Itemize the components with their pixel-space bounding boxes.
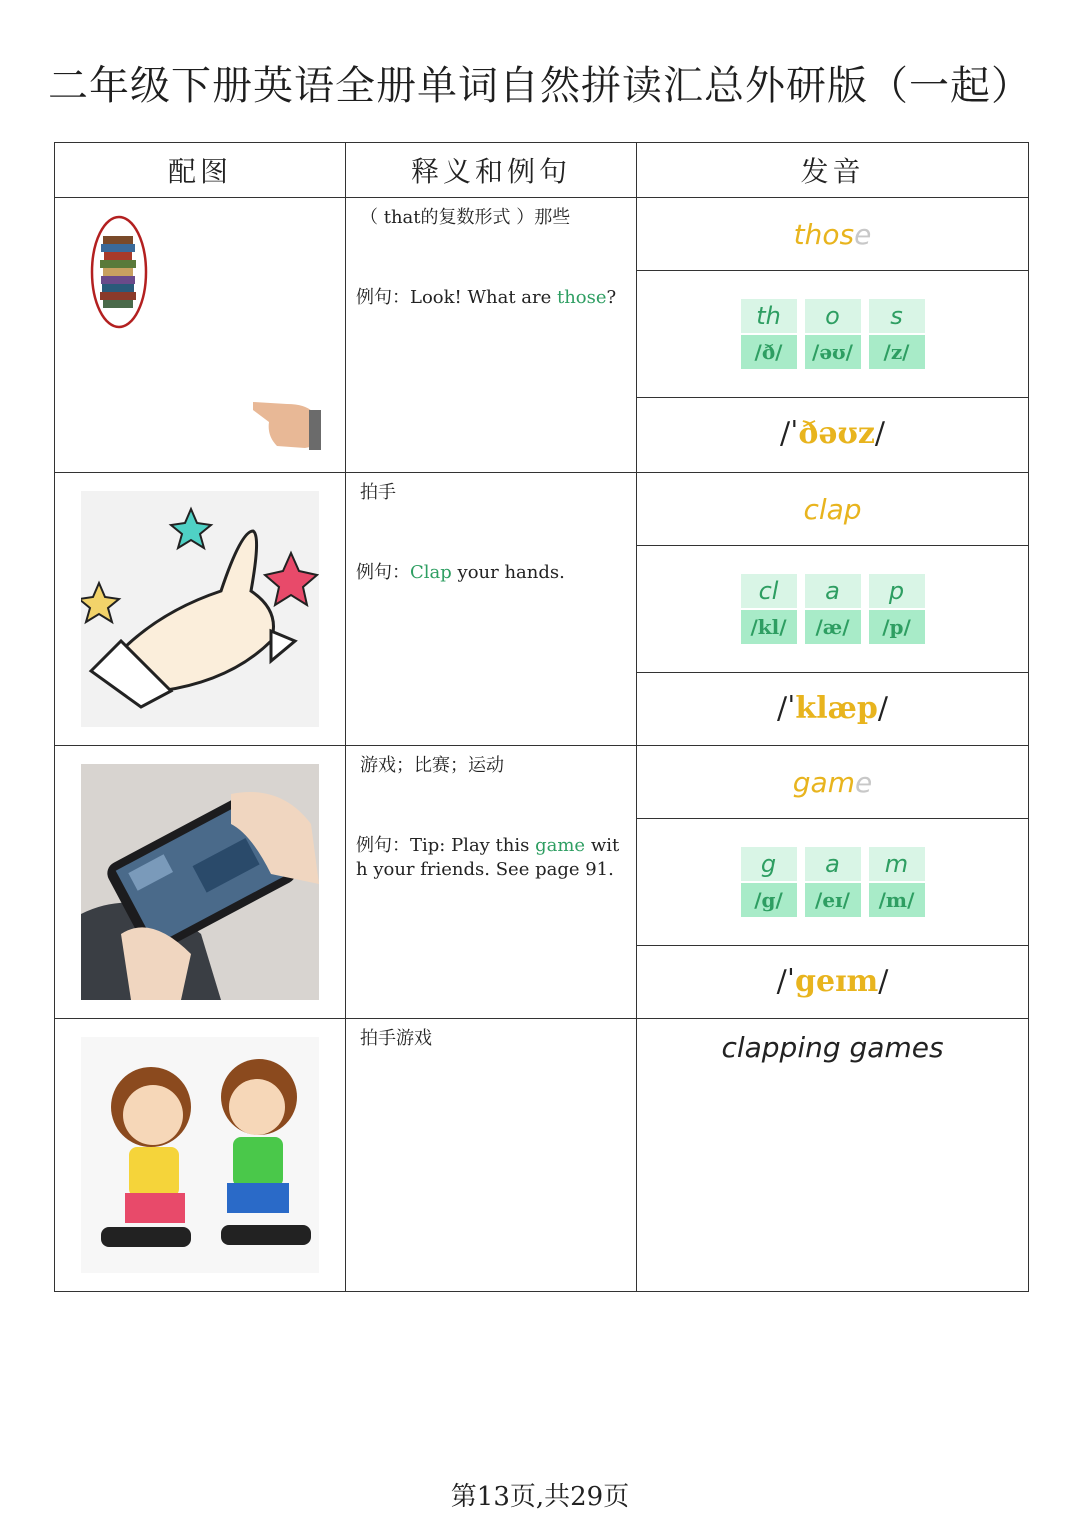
example-sentence (356, 561, 626, 585)
table-header-row (55, 143, 1029, 198)
table-row (55, 1019, 1029, 1292)
meaning-text: 拍手游戏 (360, 1028, 432, 1049)
example-label: 例句： (356, 287, 410, 308)
picture-cell (55, 746, 346, 1019)
phonics-sound: /ð/ (741, 335, 797, 369)
example-sentence (356, 286, 626, 310)
phonics-letters: m (869, 847, 925, 881)
ipa-close: / (874, 415, 885, 451)
phonics-chunk (805, 574, 861, 644)
phonics-breakdown (637, 271, 1028, 398)
ipa-open: /ˈ (776, 963, 796, 999)
phonics-chunk (869, 299, 925, 369)
word-silent: e (854, 217, 872, 251)
header-picture: 配图 (55, 143, 346, 198)
meaning-cell (346, 473, 637, 746)
phonics-sound: /æ/ (805, 610, 861, 644)
meaning-text: （ that的复数形式 ）那些 (360, 207, 571, 228)
phonics-sound: /kl/ (741, 610, 797, 644)
example-text: Tip: Play this (410, 835, 536, 856)
phonics-letters: s (869, 299, 925, 333)
example-highlight: those (556, 287, 607, 308)
books-pointing-image (55, 198, 346, 468)
word-main: clap (803, 492, 862, 526)
clapping-hands-icon (81, 491, 319, 727)
example-label: 例句： (356, 562, 410, 583)
ipa-close: / (878, 963, 889, 999)
page-footer: 第13页,共29页 (450, 1482, 630, 1512)
phonics-breakdown (637, 546, 1028, 673)
phonics-chunk (741, 574, 797, 644)
table-row (55, 198, 1029, 473)
girls-clapping-image (81, 1037, 319, 1273)
meaning-text: 游戏；比赛；运动 (360, 755, 504, 776)
ipa-close: / (877, 690, 888, 726)
phrase-text: clapping games (721, 1031, 944, 1064)
ipa-transcription (637, 946, 1028, 1016)
ipa-open: /ˈ (777, 690, 796, 726)
phonics-chunk (741, 847, 797, 917)
example-text: with your friends. See page 91. (356, 835, 620, 880)
example-highlight: Clap (410, 562, 452, 583)
phonics-sound: /g/ (741, 883, 797, 917)
picture-cell (55, 1019, 346, 1292)
meaning-cell (346, 198, 637, 473)
header-meaning: 释义和例句 (346, 143, 637, 198)
pronunciation-cell (637, 1019, 1029, 1292)
meaning-text: 拍手 (360, 482, 396, 503)
example-label: 例句： (356, 835, 410, 856)
ipa-core: ðəʊz (798, 415, 875, 451)
example-highlight: game (535, 835, 586, 856)
phone-game-icon (81, 764, 319, 1000)
word-silent: e (854, 765, 873, 799)
word-display (637, 746, 1028, 819)
word-display (637, 473, 1028, 546)
phonics-letters: g (741, 847, 797, 881)
ipa-core: klæp (795, 690, 878, 726)
word-display (637, 198, 1028, 271)
phonics-breakdown (637, 819, 1028, 946)
phonics-letters: p (869, 574, 925, 608)
phonics-chunk (869, 847, 925, 917)
meaning-cell (346, 746, 637, 1019)
example-text: your hands. (451, 562, 565, 583)
phonics-sound: /əʊ/ (805, 335, 861, 369)
phonics-letters: cl (741, 574, 797, 608)
pronunciation-cell (637, 746, 1029, 1019)
table-row (55, 746, 1029, 1019)
table-row (55, 473, 1029, 746)
example-text: Look! What are (410, 287, 557, 308)
girls-clapping-icon (81, 1037, 319, 1273)
example-sentence (356, 834, 626, 882)
phonics-chunk (741, 299, 797, 369)
phonics-letters: o (805, 299, 861, 333)
phonics-letters: a (805, 847, 861, 881)
phonics-letters: th (741, 299, 797, 333)
phonics-sound: /m/ (869, 883, 925, 917)
pronunciation-cell (637, 473, 1029, 746)
vocab-table (54, 142, 1029, 1292)
ipa-core: geɪm (795, 963, 879, 999)
phone-game-image (81, 764, 319, 1000)
phonics-sound: /z/ (869, 335, 925, 369)
phonics-chunk (805, 847, 861, 917)
ipa-open: /ˈ (780, 415, 799, 451)
phonics-letters: a (805, 574, 861, 608)
phonics-sound: /eɪ/ (805, 883, 861, 917)
word-main: thos (793, 217, 855, 251)
pronunciation-cell (637, 198, 1029, 473)
word-main: gam (792, 765, 855, 799)
phonics-sound: /p/ (869, 610, 925, 644)
example-text: ? (606, 287, 617, 308)
clapping-hands-image (81, 491, 319, 727)
phonics-chunk (869, 574, 925, 644)
picture-cell (55, 198, 346, 473)
ipa-transcription (637, 673, 1028, 743)
phonics-chunk (805, 299, 861, 369)
picture-cell (55, 473, 346, 746)
ipa-transcription (637, 398, 1028, 468)
meaning-cell (346, 1019, 637, 1292)
header-pronunciation: 发音 (637, 143, 1029, 198)
page-title: 二年级下册英语全册单词自然拼读汇总外研版（一起） (48, 63, 1032, 109)
